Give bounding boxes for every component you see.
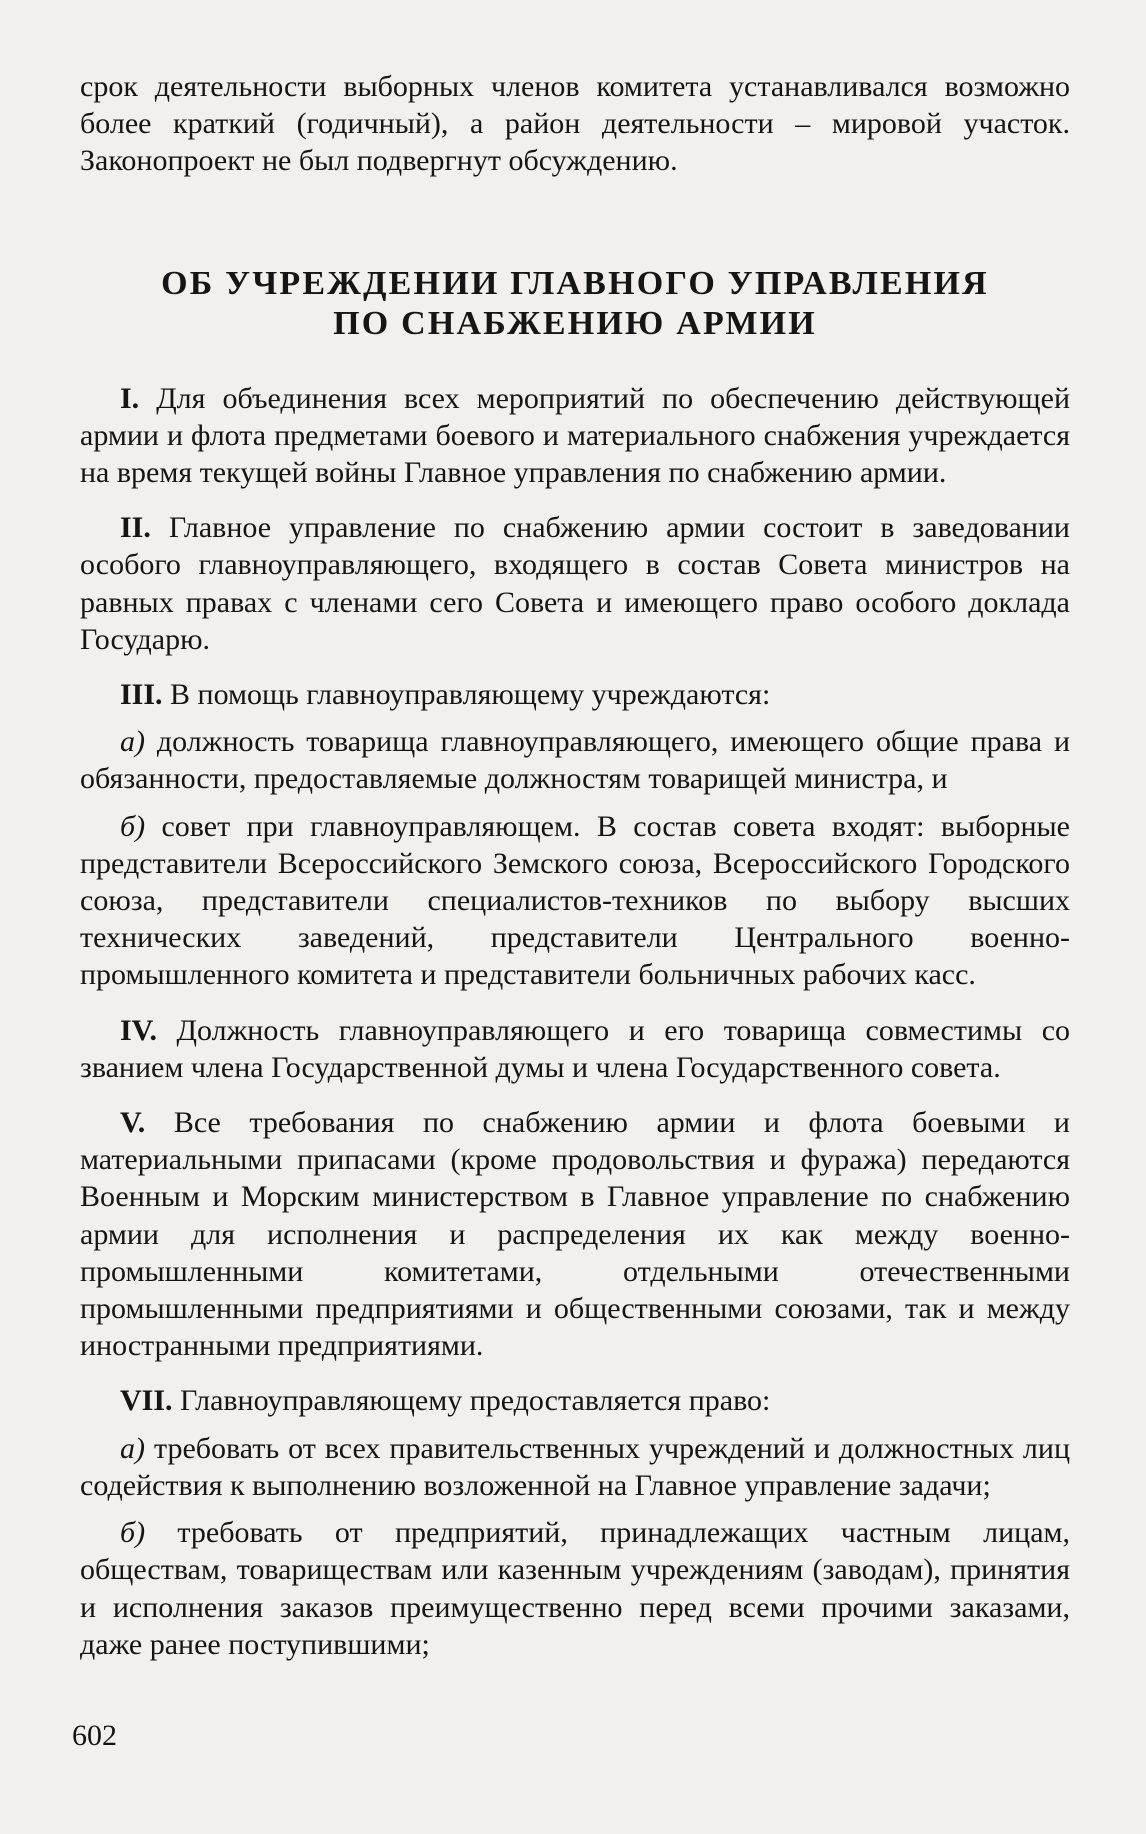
- page-body: [80, 68, 1070, 1663]
- article-number: II.: [120, 511, 151, 545]
- article-text: Главное управление по снабжению армии состоит в заведовании особого главноуправляющего, входящего в состав Совета министров на равных правах с членами сего Совета и имеющего право особого доклада Государю.: [80, 511, 1070, 656]
- article-text: Главноуправляющему предоставляется право:: [180, 1384, 771, 1418]
- sub-item-letter: б): [120, 809, 146, 843]
- sub-item-letter: а): [120, 1431, 145, 1465]
- article-text: В помощь главноуправляющему учреждаются:: [170, 678, 771, 712]
- article-3-sub-a: [80, 723, 1070, 797]
- article-text: Все требования по снабжению армии и флота боевыми и материальными припасами (кроме продовольствия и фуража) передаются Военным и Морским министерством в Главное управление по снабжению армии для исполнения и распределения их как между военно-промышленными комитетами, отдельными отечественными промышленными предприятиями и общественными союзами, так и между иностранными предприятиями.: [80, 1106, 1070, 1363]
- article-number: III.: [120, 678, 163, 712]
- sub-item-text: требовать от всех правительственных учреждений и должностных лиц содействия к выполнению возложенной на Главное управление задачи;: [80, 1431, 1071, 1502]
- article-3-sub-b: [80, 808, 1070, 994]
- heading-line-1: ОБ УЧРЕЖДЕНИИ ГЛАВНОГО УПРАВЛЕНИЯ: [161, 264, 989, 302]
- article-text: Для объединения всех мероприятий по обеспечению действующей армии и флота предметами боевого и материального снабжения учреждается на время текущей войны Главное управления по снабжению армии.: [80, 381, 1070, 490]
- article-3: [80, 676, 1070, 713]
- article-number: I.: [120, 381, 140, 415]
- sub-item-text: должность товарища главноуправляющего, имеющего общие права и обязанности, предоставляемые должностям товарищей министра, и: [80, 725, 1071, 796]
- article-7: [80, 1382, 1070, 1419]
- article-7-sub-a: [80, 1430, 1070, 1504]
- article-number: V.: [120, 1106, 146, 1140]
- sub-item-text: требовать от предприятий, принадлежащих частным лицам, обществам, товариществам или казенным учреждениям (заводам), принятия и исполнения заказов преимущественно перед всеми прочими заказами, даже ранее поступившими;: [80, 1516, 1070, 1661]
- article-text: Должность главноуправляющего и его товарища совместимы со званием члена Государственной думы и члена Государственного совета.: [80, 1013, 1071, 1084]
- article-4: [80, 1012, 1070, 1086]
- article-7-sub-b: [80, 1514, 1070, 1663]
- sub-item-letter: а): [120, 725, 145, 759]
- article-number: IV.: [120, 1013, 157, 1047]
- heading-line-2: ПО СНАБЖЕНИЮ АРМИИ: [333, 304, 817, 342]
- page-number: 602: [72, 1719, 117, 1752]
- sub-item-letter: б): [120, 1516, 146, 1550]
- article-5: [80, 1104, 1070, 1364]
- intro-paragraph: срок деятельности выборных членов комитета устанавливался возможно более краткий (годичный), а район деятельности – мировой участок. Законопроект не был подвергнут обсуждению.: [80, 70, 1070, 178]
- article-number: VII.: [120, 1384, 173, 1418]
- article-1: [80, 380, 1070, 492]
- article-2: [80, 509, 1070, 658]
- sub-item-text: совет при главноуправляющем. В состав совета входят: выборные представители Всероссийского Земского союза, Всероссийского Городского союза, представители специалистов-техников по выбору высших технических заведений, представители Центрального военно-промышленного комитета и представители больничных рабочих касс.: [80, 809, 1070, 992]
- section-heading: [80, 264, 1070, 344]
